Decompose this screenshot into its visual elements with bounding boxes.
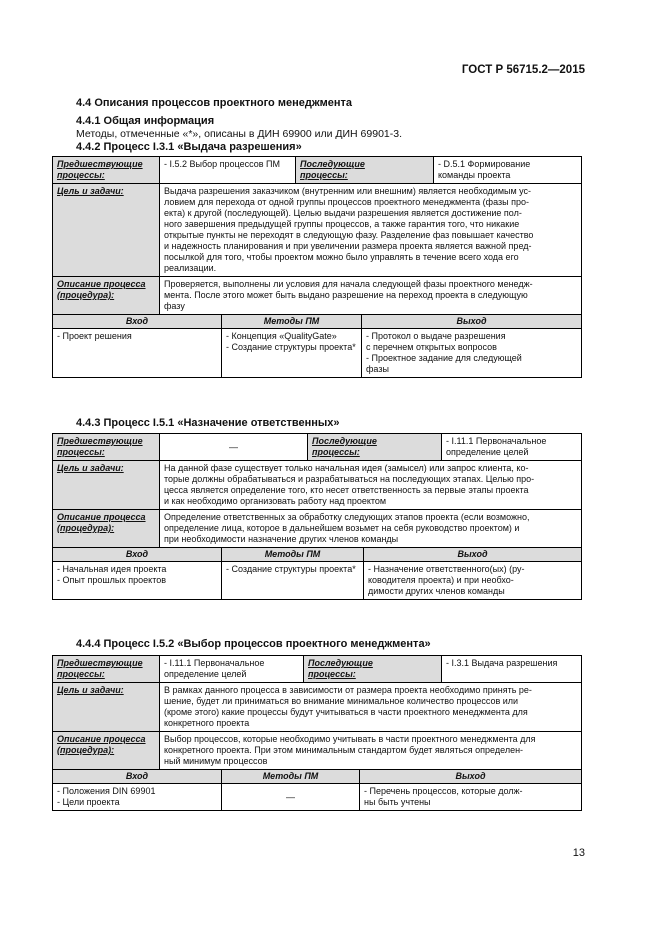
section-4-4-1-text: Методы, отмеченные «*», описаны в ДИН 69900 или ДИН 69901-3. xyxy=(76,128,402,140)
predecessor-label: Предшествующие процессы: xyxy=(53,434,160,461)
description-label: Описание процесса (процедура): xyxy=(53,510,160,548)
successor-value: - D.5.1 Формирование команды проекта xyxy=(434,157,582,184)
successor-label: Последующие процессы: xyxy=(304,656,442,683)
predecessor-label: Предшествующие процессы: xyxy=(53,656,160,683)
input-header: Вход xyxy=(53,315,222,329)
goal-text: Выдача разрешения заказчиком (внутренним или внешним) является необходимым ус- ловием для перехода от одной группы процессов проектного менеджмента (фазы про- екта) к другой (последующей). Целью выдачи разрешения является достижение пол- ного завершения предыдущей группы процессов, а также гарантия того, что никакие открытые пункты не переходят в следующую фазу. Разделение фаз повышает качество и надежность планирования и при увеличении размера проекта является важной пред- посылкой для того, чтобы проектом можно было управлять в течение всего хода его реализации. xyxy=(160,184,582,277)
description-text: Выбор процессов, которые необходимо учитывать в части проектного менеджмента для конкретного проекта. При этом минимальным стандартом будет являться определен- ный минимум процессов xyxy=(160,732,582,770)
input-list: - Положения DIN 69901 - Цели проекта xyxy=(53,784,222,811)
goal-text: На данной фазе существует только начальная идея (замысел) или запрос клиента, ко- торые должны обрабатываться и разрабатываться на последующих этапах. Целью про- цесса является определение того, кто несет ответственность за первые этапы проекта и как необходимо организовать работу над проектом xyxy=(160,461,582,510)
goal-label: Цель и задачи: xyxy=(53,683,160,732)
methods-header: Методы ПМ xyxy=(222,315,362,329)
section-heading-4-4-2: 4.4.2 Процесс I.3.1 «Выдача разрешения» xyxy=(76,141,302,153)
output-list: - Назначение ответственного(ых) (ру- ководителя проекта) и при необхо- димости других членов команды xyxy=(364,562,582,600)
input-list: - Проект решения xyxy=(53,329,222,378)
predecessor-label: Предшествующие процессы: xyxy=(53,157,160,184)
section-heading-4-4-1: 4.4.1 Общая информация xyxy=(76,115,215,127)
description-text: Определение ответственных за обработку следующих этапов проекта (если возможно, определение лица, которое в дальнейшем возьмет на себя руководство проектом) и при необходимости назначение других членов команды xyxy=(160,510,582,548)
output-header: Выход xyxy=(364,548,582,562)
methods-list: - Создание структуры проекта* xyxy=(222,562,364,600)
goal-label: Цель и задачи: xyxy=(53,461,160,510)
process-table-4-4-2 xyxy=(52,156,582,378)
output-list: - Перечень процессов, которые долж- ны быть учтены xyxy=(360,784,582,811)
methods-list: - Концепция «QualityGate» - Создание структуры проекта* xyxy=(222,329,362,378)
process-table-4-4-3 xyxy=(52,433,582,600)
input-list: - Начальная идея проекта - Опыт прошлых проектов xyxy=(53,562,222,600)
methods-header: Методы ПМ xyxy=(222,548,364,562)
process-table-4-4-4 xyxy=(52,655,582,811)
page-number: 13 xyxy=(572,847,585,859)
successor-label: Последующие процессы: xyxy=(308,434,442,461)
methods-header: Методы ПМ xyxy=(222,770,360,784)
output-header: Выход xyxy=(362,315,582,329)
output-list: - Протокол о выдаче разрешения с перечнем открытых вопросов - Проектное задание для следующей фазы xyxy=(362,329,582,378)
predecessor-value: - I.11.1 Первоначальное определение целей xyxy=(160,656,304,683)
description-text: Проверяется, выполнены ли условия для начала следующей фазы проектного менедж- мента. После этого может быть выдано разрешение на переход проекта в следующую фазу xyxy=(160,277,582,315)
goal-label: Цель и задачи: xyxy=(53,184,160,277)
goal-text: В рамках данного процесса в зависимости от размера проекта необходимо принять ре- шение, будет ли приниматься во внимание минимальное количество процессов или (кроме этого) какие процессы будут учитываться в части проектного менеджмента для конкретного проекта xyxy=(160,683,582,732)
predecessor-value: — xyxy=(160,434,308,461)
section-heading-4-4: 4.4 Описания процессов проектного менеджмента xyxy=(76,97,353,109)
description-label: Описание процесса (процедура): xyxy=(53,732,160,770)
methods-list: — xyxy=(222,784,360,811)
predecessor-value: - I.5.2 Выбор процессов ПМ xyxy=(160,157,296,184)
input-header: Вход xyxy=(53,548,222,562)
section-heading-4-4-3: 4.4.3 Процесс I.5.1 «Назначение ответственных» xyxy=(76,417,340,429)
successor-value: - I.11.1 Первоначальное определение целей xyxy=(442,434,582,461)
successor-label: Последующие процессы: xyxy=(296,157,434,184)
successor-value: - I.3.1 Выдача разрешения xyxy=(442,656,582,683)
output-header: Выход xyxy=(360,770,582,784)
section-heading-4-4-4: 4.4.4 Процесс I.5.2 «Выбор процессов проектного менеджмента» xyxy=(76,638,431,650)
description-label: Описание процесса (процедура): xyxy=(53,277,160,315)
page-header: ГОСТ Р 56715.2—2015 xyxy=(461,64,585,76)
input-header: Вход xyxy=(53,770,222,784)
